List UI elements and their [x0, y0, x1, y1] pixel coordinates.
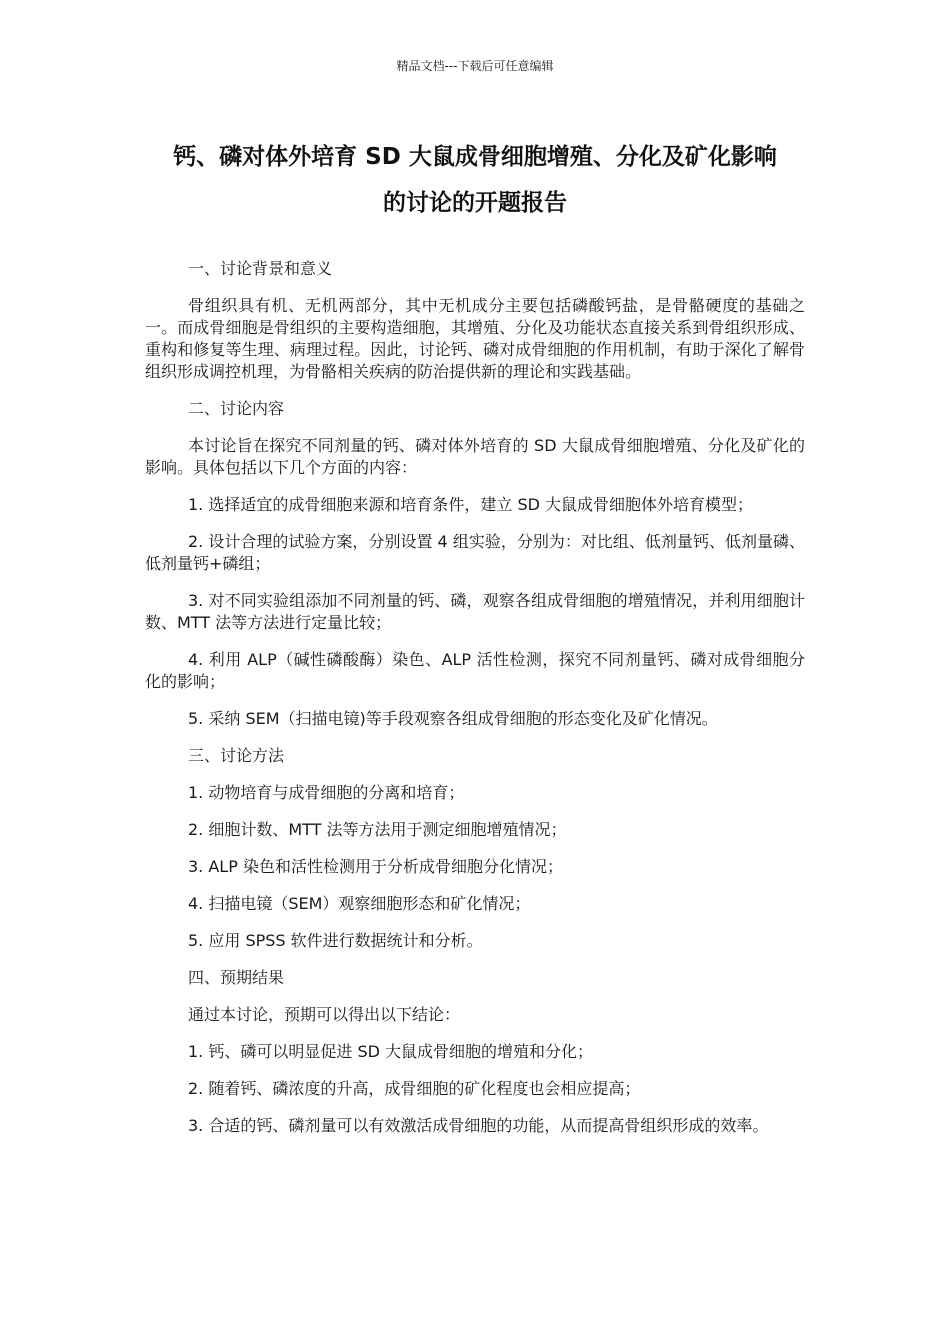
- content-intro-paragraph: 本讨论旨在探究不同剂量的钙、磷对体外培育的 SD 大鼠成骨细胞增殖、分化及矿化的影响。具体包括以下几个方面的内容：: [145, 436, 805, 477]
- content-list-item: 2. 设计合理的试验方案，分别设置 4 组实验，分别为：对比组、低剂量钙、低剂量磷、低剂量钙+磷组；: [145, 532, 805, 573]
- methods-list-item: 1. 动物培育与成骨细胞的分离和培育；: [188, 783, 465, 802]
- methods-list-item: 5. 应用 SPSS 软件进行数据统计和分析。: [188, 931, 483, 950]
- background-paragraph: 骨组织具有机、无机两部分，其中无机成分主要包括磷酸钙盐，是骨骼硬度的基础之一。而成骨细胞是骨组织的主要构造细胞，其增殖、分化及功能状态直接关系到骨组织形成、重构和修复等生理、病理过程。因此，讨论钙、磷对成骨细胞的作用机制，有助于深化了解骨组织形成调控机理，为骨骼相关疾病的防治提供新的理论和实践基础。: [145, 296, 805, 381]
- methods-list-item: 2. 细胞计数、MTT 法等方法用于测定细胞增殖情况；: [188, 820, 567, 839]
- section-heading-results: 四、预期结果: [188, 968, 285, 987]
- content-list-item: 4. 利用 ALP（碱性磷酸酶）染色、ALP 活性检测，探究不同剂量钙、磷对成骨细胞分化的影响；: [145, 650, 805, 691]
- section-heading-methods: 三、讨论方法: [188, 746, 285, 765]
- content-list-item: 5. 采纳 SEM（扫描电镜)等手段观察各组成骨细胞的形态变化及矿化情况。: [188, 709, 718, 728]
- document-title-line-1: 钙、磷对体外培育 SD 大鼠成骨细胞增殖、分化及矿化影响: [173, 144, 777, 170]
- results-list-item: 3. 合适的钙、磷剂量可以有效激活成骨细胞的功能，从而提高骨组织形成的效率。: [188, 1116, 769, 1135]
- section-heading-content: 二、讨论内容: [188, 399, 285, 418]
- section-heading-background: 一、讨论背景和意义: [188, 259, 333, 278]
- header-note: 精品文档---下载后可任意编辑: [396, 59, 554, 73]
- results-list-item: 2. 随着钙、磷浓度的升高，成骨细胞的矿化程度也会相应提高；: [188, 1079, 641, 1098]
- methods-list-item: 3. ALP 染色和活性检测用于分析成骨细胞分化情况；: [188, 857, 563, 876]
- content-list-item: 3. 对不同实验组添加不同剂量的钙、磷，观察各组成骨细胞的增殖情况，并利用细胞计数、MTT 法等方法进行定量比较；: [145, 591, 805, 632]
- document-title-line-2: 的讨论的开题报告: [383, 190, 567, 216]
- methods-list-item: 4. 扫描电镜（SEM）观察细胞形态和矿化情况；: [188, 894, 531, 913]
- document-title: [140, 134, 810, 226]
- document-body: [145, 258, 805, 1152]
- content-list-item: 1. 选择适宜的成骨细胞来源和培育条件，建立 SD 大鼠成骨细胞体外培育模型；: [188, 495, 754, 514]
- results-list-item: 1. 钙、磷可以明显促进 SD 大鼠成骨细胞的增殖和分化；: [188, 1042, 594, 1061]
- results-intro-paragraph: 通过本讨论，预期可以得出以下结论：: [188, 1005, 461, 1024]
